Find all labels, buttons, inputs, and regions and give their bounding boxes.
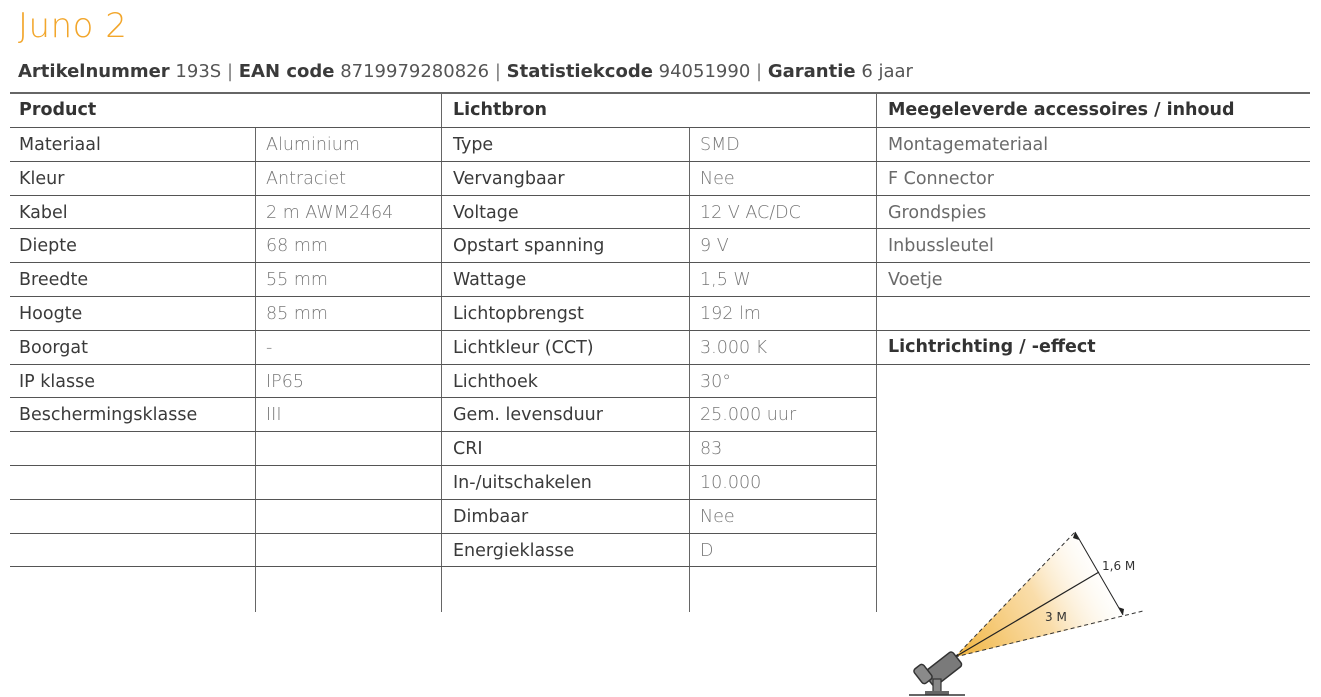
accessory-item: Voetje: [888, 270, 943, 291]
lichtbron-spec-label: Energieklasse: [453, 540, 575, 561]
product-spec-label: Kleur: [19, 168, 65, 189]
ean-label: EAN code: [238, 61, 335, 82]
lichtbron-spec-label: Wattage: [453, 270, 527, 291]
product-spec-label: Diepte: [19, 236, 77, 257]
lichtbron-header: Lichtbron: [453, 100, 547, 120]
accessory-item: Grondspies: [888, 202, 987, 223]
row-divider: [10, 431, 876, 432]
row-divider: [10, 499, 876, 500]
accessory-item: F Connector: [888, 168, 994, 189]
lichtbron-spec-value: 9 V: [700, 236, 729, 257]
accessory-item: Inbussleutel: [888, 236, 994, 257]
row-divider: [10, 465, 876, 466]
lichtbron-spec-label: Dimbaar: [453, 506, 529, 527]
lichtbron-spec-value: 10.000: [700, 473, 762, 493]
product-spec-value: IP65: [266, 371, 304, 392]
lichtbron-spec-value: 30°: [700, 371, 732, 392]
product-spec-value: -: [266, 337, 273, 358]
light-effect-header: Lichtrichting / -effect: [888, 337, 1096, 357]
accessories-header: Meegeleverde accessoires / inhoud: [888, 100, 1235, 120]
column-divider: [689, 127, 690, 612]
lichtbron-spec-label: Voltage: [453, 202, 519, 223]
row-divider: [876, 161, 1310, 162]
row-divider: [10, 566, 876, 567]
row-divider: [876, 127, 1310, 128]
product-spec-label: Kabel: [19, 202, 68, 223]
lichtbron-spec-value: 12 V AC/DC: [700, 202, 801, 223]
lichtbron-spec-label: CRI: [453, 439, 483, 460]
row-divider: [10, 364, 876, 365]
product-spec-value: Antraciet: [266, 168, 346, 189]
beam-distance-label: 3 M: [1045, 610, 1067, 624]
beam-width-label: 1,6 M: [1102, 559, 1136, 573]
product-spec-label: IP klasse: [19, 371, 95, 392]
product-spec-value: 55 mm: [266, 270, 328, 291]
lichtbron-spec-label: Lichtopbrengst: [453, 304, 584, 324]
article-label: Artikelnummer: [18, 61, 170, 82]
article-value: 193S: [175, 61, 222, 82]
row-divider: [876, 330, 1310, 331]
row-divider: [10, 195, 876, 196]
row-divider: [10, 296, 876, 297]
lichtbron-spec-label: In-/uitschakelen: [453, 473, 592, 493]
lichtbron-spec-label: Gem. levensduur: [453, 405, 603, 426]
lichtbron-spec-label: Opstart spanning: [453, 236, 605, 257]
product-spec-value: 85 mm: [266, 304, 328, 324]
lichtbron-spec-value: SMD: [700, 135, 740, 155]
lichtbron-spec-label: Lichtkleur (CCT): [453, 337, 594, 358]
row-divider: [10, 228, 876, 229]
product-spec-value: 68 mm: [266, 236, 328, 257]
row-divider: [876, 364, 1310, 365]
spec-meta-line: [18, 61, 913, 82]
lichtbron-spec-value: Nee: [700, 168, 735, 189]
warranty-value: 6 jaar: [861, 61, 913, 82]
lichtbron-spec-label: Vervangbaar: [453, 168, 565, 189]
product-spec-value: III: [266, 405, 282, 426]
lichtbron-spec-value: 3.000 K: [700, 337, 768, 358]
product-header: Product: [19, 100, 97, 120]
section-divider: [441, 92, 442, 612]
lichtbron-spec-value: 83: [700, 439, 723, 460]
row-divider: [876, 296, 1310, 297]
stat-label: Statistiekcode: [506, 61, 653, 82]
row-divider: [876, 195, 1310, 196]
light-direction-diagram: [895, 507, 1155, 697]
product-spec-label: Breedte: [19, 270, 89, 291]
product-spec-label: Materiaal: [19, 135, 101, 155]
separator: |: [756, 61, 763, 82]
lichtbron-spec-value: Nee: [700, 506, 735, 527]
product-spec-value: 2 m AWM2464: [266, 202, 394, 223]
spec-table: [10, 92, 1310, 624]
lichtbron-spec-label: Type: [453, 135, 494, 155]
product-spec-value: Aluminium: [266, 135, 360, 155]
table-top-rule: [10, 92, 1310, 94]
product-spec-label: Hoogte: [19, 304, 83, 324]
spotlight-icon: [909, 651, 965, 695]
separator: |: [226, 61, 234, 82]
row-divider: [10, 330, 876, 331]
row-divider: [876, 228, 1310, 229]
section-divider: [876, 92, 877, 612]
product-spec-label: Boorgat: [19, 337, 89, 358]
lichtbron-spec-value: 25.000 uur: [700, 405, 797, 426]
light-beam: [955, 532, 1123, 657]
stat-value: 94051990: [658, 61, 751, 82]
lichtbron-spec-label: Lichthoek: [453, 371, 538, 392]
separator: |: [494, 61, 501, 82]
product-spec-label: Beschermingsklasse: [19, 405, 198, 426]
page-title: Juno 2: [18, 6, 128, 46]
column-divider: [255, 127, 256, 612]
lichtbron-spec-value: D: [700, 540, 714, 561]
row-divider: [10, 533, 876, 534]
row-divider: [10, 161, 876, 162]
row-divider: [10, 127, 876, 128]
warranty-label: Garantie: [767, 61, 856, 82]
row-divider: [10, 262, 876, 263]
row-divider: [10, 397, 876, 398]
row-divider: [876, 262, 1310, 263]
lichtbron-spec-value: 1,5 W: [700, 270, 751, 291]
lichtbron-spec-value: 192 lm: [700, 304, 761, 324]
ean-value: 8719979280826: [340, 61, 490, 82]
accessory-item: Montagemateriaal: [888, 135, 1049, 155]
